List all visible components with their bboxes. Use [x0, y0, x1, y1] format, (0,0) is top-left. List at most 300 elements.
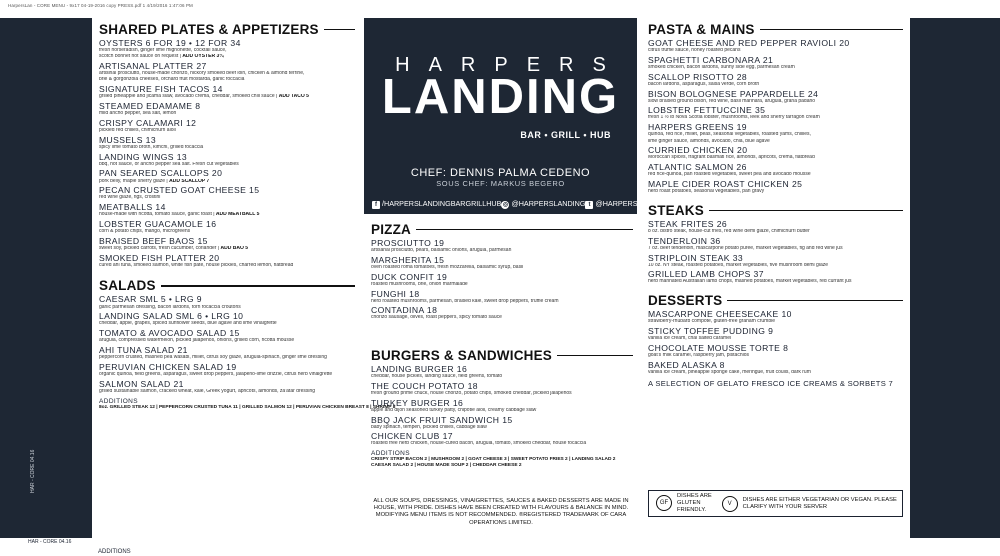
- item-addon: ADD BAO 5: [220, 245, 249, 251]
- menu-item-description: [99, 305, 355, 311]
- item-desc: pork belly, maple sherry glaze |: [99, 178, 168, 184]
- item-price: 14: [212, 84, 223, 95]
- menu-item: [648, 344, 903, 359]
- item-title: AHI TUNA SALAD: [99, 345, 175, 355]
- item-title: BAKED ALASKA: [648, 359, 717, 370]
- section-title: PIZZA: [371, 222, 411, 237]
- menu-item: [371, 432, 633, 447]
- brand-tagline: BAR • GRILL • HUB: [520, 130, 611, 140]
- menu-item-description: [371, 248, 633, 254]
- item-title: CONTADINA: [371, 305, 425, 316]
- item-desc: artisanal prosciutto, pears, balsamic onions, arugula, parmesan: [371, 248, 512, 254]
- item-title: DUCK CONFIT: [371, 271, 434, 282]
- menu-item-name: [99, 203, 355, 212]
- menu-item: [648, 123, 903, 144]
- legend-gluten-text: DISHES ARE GLUTEN FRIENDLY.: [677, 493, 712, 513]
- divider: [727, 300, 903, 302]
- instagram-icon: ◎: [502, 202, 509, 208]
- item-desc-2: scotch bonnet hot sauce on request |: [99, 54, 181, 60]
- item-addon: ADD SCALLOP 7: [169, 178, 210, 184]
- column-middle-pizza: [371, 222, 633, 321]
- menu-item: [99, 62, 355, 83]
- menu-item-description: [371, 265, 633, 271]
- item-title: GRILLED LAMB CHOPS: [648, 269, 751, 280]
- menu-item-description: [371, 315, 633, 321]
- item-title: LANDING WINGS: [99, 151, 174, 162]
- item-title: STICKY TOFFEE PUDDING: [648, 326, 766, 337]
- item-price: 19: [226, 361, 237, 372]
- item-desc: 8 oz. bistro steak, house-cut fries, red wine demi glaze, chimichurri butter: [648, 228, 810, 234]
- item-title: STRIPLOIN STEAK: [648, 252, 730, 263]
- item-desc: baby spinach, tempeh, pickled chilies, cabbage slaw: [371, 424, 487, 430]
- menu-item: [648, 146, 903, 161]
- section-title: DESSERTS: [648, 293, 723, 309]
- social-links: [372, 199, 670, 209]
- item-price: 25: [791, 179, 803, 189]
- salad-additions-title: ADDITIONS: [99, 397, 138, 405]
- item-price: 13: [145, 134, 157, 145]
- menu-item-description: [648, 65, 903, 71]
- bottom-additions: ADDITIONS: [98, 549, 131, 555]
- item-title: TOMATO & AVOCADO SALAD: [99, 328, 227, 339]
- item-title: HARPERS GREENS: [648, 122, 734, 133]
- menu-item: [99, 363, 355, 378]
- house-notice: ALL OUR SOUPS, DRESSINGS, VINAIGRETTES, SAUCES & BAKED DESSERTS ARE MADE IN HOUSE, WITH PRIDE. DISHES HAVE BEEN CREATED WITH FLAVOURS & BALANCE IN MIND. MODIFYING MENU ITEMS IS NOT RECOMMENDED. ®REGISTERED TRADEMARK OF CARA OPERATIONS LIMITED.: [373, 498, 629, 526]
- item-title: BISON BOLOGNESE PAPPARDELLE: [648, 88, 806, 99]
- menu-item-description: [648, 319, 903, 325]
- section-title: SALADS: [99, 278, 156, 294]
- menu-item: [99, 153, 355, 168]
- menu-item-name: [371, 290, 633, 299]
- menu-item-description-2: [648, 139, 903, 145]
- item-title: THE COUCH POTATO: [371, 380, 465, 391]
- item-title: MARGHERITA: [371, 254, 432, 265]
- menu-item-name: [99, 136, 355, 145]
- item-title: SALMON SALAD: [99, 378, 171, 389]
- item-desc: vanilla ice cream, chai salted caramel: [648, 336, 732, 342]
- pasta-list: [648, 39, 903, 195]
- item-price: 13: [176, 151, 188, 162]
- menu-item-name: [648, 123, 903, 132]
- section-title: SHARED PLATES & APPETIZERS: [99, 22, 319, 37]
- item-price: 21: [173, 378, 184, 389]
- menu-item: [99, 380, 355, 395]
- item-price: 18: [409, 288, 420, 299]
- item-desc: 7 oz. beef tenderloin, mascarpone potato puree, market vegetables, fig and red wine jus: [648, 245, 843, 251]
- menu-item-description: [99, 94, 355, 100]
- item-title: STEAMED EDAMAME: [99, 101, 193, 112]
- item-title: ATLANTIC SALMON: [648, 162, 734, 173]
- item-title: LANDING SALAD: [99, 311, 173, 322]
- item-desc: 10 oz. NY steak, roasted potatoes, market vegetables, five mushroom demi glaze: [648, 262, 828, 268]
- menu-item-description: [99, 229, 355, 235]
- item-title: CHICKEN CLUB: [371, 431, 440, 442]
- menu-item-name: [648, 361, 903, 370]
- item-price: 26: [716, 218, 728, 229]
- item-price: 16: [456, 364, 468, 374]
- item-title: LOBSTER GUACAMOLE: [99, 218, 204, 229]
- item-title: PECAN CRUSTED GOAT CHEESE: [99, 185, 247, 196]
- menu-item-description: [99, 145, 355, 151]
- item-title: SIGNATURE FISH TACOS: [99, 84, 210, 95]
- menu-item-description: [99, 338, 355, 344]
- item-price: 21: [762, 54, 774, 65]
- item-price: 10: [781, 309, 792, 320]
- menu-item-description: [99, 195, 355, 201]
- menu-item-name: [648, 310, 903, 319]
- item-title: MAPLE CIDER ROAST CHICKEN: [648, 179, 790, 189]
- column-middle-burgers: [371, 348, 633, 469]
- desserts-list: [648, 310, 903, 375]
- item-title: LOBSTER FETTUCCINE: [648, 105, 753, 116]
- salad-additions: 8oz. GRILLED STEAK 12 | PEPPERCORN CRUSTED TUNA 11 | GRILLED SALMON 12 | PERUVIAN CHICKEN BREAST 8 | SHRIMP 8: [99, 404, 396, 410]
- menu-item-description: [99, 389, 355, 395]
- menu-item: [371, 256, 633, 271]
- item-price: 20: [209, 252, 220, 263]
- menu-item-name: [99, 62, 355, 71]
- item-price: 24: [807, 88, 819, 99]
- item-desc: fresh ground prime chuck, house chorizo, potato chips, smoked cheddar, pickled jalapeños: [371, 390, 572, 396]
- menu-item: [99, 295, 355, 310]
- menu-item: [371, 290, 633, 305]
- burgers-list: [371, 365, 633, 447]
- menu-item-name: [648, 146, 903, 155]
- menu-item-description: [371, 282, 633, 288]
- menu-item-name: [648, 270, 903, 279]
- menu-item-name: [371, 306, 633, 315]
- menu-item: [371, 273, 633, 288]
- menu-item-name: [648, 180, 903, 189]
- menu-item: [99, 169, 355, 184]
- item-price: 20: [839, 38, 850, 48]
- item-desc: oven roasted roma tomatoes, fresh mozzarella, balsamic syrup, basil: [371, 264, 524, 270]
- item-desc: herb roast potatoes, seasonal vegetables, pan gravy: [648, 189, 765, 195]
- menu-item: [648, 327, 903, 342]
- item-price: SML 5 • LRG 9: [139, 294, 202, 305]
- menu-item-description: [99, 111, 355, 117]
- sous-chef-name: SOUS CHEF: MARKUS BEGERO: [436, 179, 565, 188]
- menu-item: [648, 90, 903, 105]
- instagram-link[interactable]: [501, 199, 585, 209]
- item-desc: red wine glaze, figs, crostini: [99, 195, 161, 201]
- item-price: 20: [211, 168, 223, 179]
- menu-item: [99, 136, 355, 151]
- menu-item: [371, 365, 633, 380]
- brand-panel: [364, 18, 670, 214]
- menu-item-description-2: [99, 54, 355, 60]
- menu-item-description: [99, 71, 355, 77]
- menu-item-name: [99, 85, 355, 94]
- item-desc: garlic parmesan dressing, bacon lardons, torn focaccia croutons: [99, 304, 241, 310]
- menu-item: [648, 254, 903, 269]
- salads-list: [99, 295, 355, 394]
- menu-item-description: [371, 408, 633, 414]
- menu-item-description: [371, 391, 633, 397]
- item-price: 16: [206, 218, 217, 229]
- menu-item-name: [99, 312, 355, 321]
- menu-item-name: [648, 106, 903, 115]
- section-pizza-heading: [371, 222, 633, 237]
- menu-item-description: [648, 132, 903, 138]
- divider: [416, 229, 633, 231]
- section-title: PASTA & MAINS: [648, 22, 755, 37]
- item-title: TENDERLOIN: [648, 235, 708, 246]
- menu-item: [99, 312, 355, 327]
- item-desc: quinoa, red rice, millet, peas, seasonal vegetables, roasted yams, chillies,: [648, 132, 811, 138]
- menu-item-description: [99, 263, 355, 269]
- item-price: 21: [177, 345, 188, 355]
- menu-item-description: [648, 370, 903, 376]
- item-price: 15: [197, 235, 208, 246]
- brand-harpers: HARPERS: [395, 54, 625, 76]
- section-title: BURGERS & SANDWICHES: [371, 348, 553, 363]
- item-price: 8: [783, 342, 789, 353]
- menu-item: [99, 102, 355, 117]
- menu-item: [648, 237, 903, 252]
- item-title: MUSSELS: [99, 134, 143, 145]
- menu-item-name: [371, 432, 633, 441]
- item-price: 15: [229, 328, 240, 339]
- menu-item-description: [648, 155, 903, 161]
- item-desc: corn & potato chips, mango, microgreens: [99, 229, 191, 235]
- menu-item-name: [99, 346, 355, 355]
- menu-item-name: [371, 416, 633, 425]
- section-desserts-heading: [648, 293, 903, 308]
- menu-item-name: [99, 295, 355, 304]
- menu-item-name: [648, 90, 903, 99]
- menu-item: [648, 39, 903, 54]
- item-price: 18: [467, 380, 478, 391]
- divider: [557, 355, 633, 357]
- menu-item: [648, 163, 903, 178]
- item-title: FUNGHI: [371, 288, 407, 299]
- item-desc: grilled pineapple and jicama slaw, avocado crema, cheddar, smoked chili sauce |: [99, 94, 278, 100]
- item-desc: fresh 1 ½ lb Nova Scotia lobster, mushrooms, leek and sherry tarragon cream: [648, 115, 820, 121]
- menu-item-name: [99, 254, 355, 263]
- item-desc: sweet soy, pickled carrots, fresh cucumber, coriander |: [99, 245, 220, 251]
- item-title: PROSCIUTTO: [371, 238, 432, 248]
- menu-item-description: [99, 179, 355, 185]
- item-desc: apple and dijon seasoned turkey patty, chipotle aioli, creamy cabbage slaw: [371, 407, 537, 413]
- menu-item-name: [371, 399, 633, 408]
- item-price: 27: [196, 61, 207, 72]
- item-price: 19: [736, 122, 747, 133]
- menu-item-name: [371, 365, 633, 374]
- menu-item: [648, 180, 903, 195]
- menu-item-description: [371, 425, 633, 431]
- item-title: STEAK FRITES: [648, 218, 714, 229]
- menu-item-description: [648, 263, 903, 269]
- pizza-list: [371, 239, 633, 321]
- menu-item: [99, 203, 355, 218]
- menu-item-name: [99, 363, 355, 372]
- menu-item-description: [648, 99, 903, 105]
- item-title: LANDING BURGER: [371, 364, 454, 374]
- item-price: 26: [736, 162, 747, 173]
- legend-veg-text: DISHES ARE EITHER VEGETARIAN OR VEGAN. PLEASE CLARIFY WITH YOUR SERVER: [742, 496, 897, 510]
- item-price: 17: [442, 431, 453, 442]
- item-title: MASCARPONE CHEESECAKE: [648, 309, 779, 320]
- menu-item-name: [648, 344, 903, 353]
- item-addon: ADD TACO 5: [278, 94, 309, 100]
- menu-item-description: [648, 246, 903, 252]
- menu-item-name: [648, 56, 903, 65]
- item-desc: herb marinated Australian lamb chops, mashed potatoes, market vegetables, red currant jus: [648, 279, 852, 285]
- item-title: MEATBALLS: [99, 202, 153, 213]
- menu-item-name: [371, 239, 633, 248]
- menu-item-name: [648, 39, 903, 48]
- menu-item-description: [99, 321, 355, 327]
- right-spine: [910, 18, 1000, 538]
- item-price: 18: [426, 305, 438, 316]
- item-desc: herb roasted mushrooms, parmesan, braised kale, sweet drop peppers, truffle cream: [371, 298, 559, 304]
- item-desc: spicy lime tomato broth, kimchi, grilled focaccia: [99, 144, 204, 150]
- item-desc-2: brie & gorgonzola cheeses, orchard fruit mostarda, garlic foccacia: [99, 77, 245, 83]
- item-desc-2: lime ginger sauce, almonds, avocado, chia, blue agave: [648, 138, 770, 144]
- section-title: STEAKS: [648, 202, 704, 218]
- menu-item: [99, 39, 355, 60]
- menu-item: [371, 382, 633, 397]
- menu-item: [648, 106, 903, 121]
- menu-item: [371, 239, 633, 254]
- item-desc: citrus truffle sauce, honey roasted pecans: [648, 48, 741, 54]
- item-desc: peppercorn crusted, mashed pea wasabi, millet, citrus soy glaze, arugula-spinach, ginger lime dressing: [99, 355, 327, 361]
- menu-item-name: [99, 102, 355, 111]
- divider: [324, 29, 355, 31]
- menu-item-description: [99, 372, 355, 378]
- item-title: GOAT CHEESE AND RED PEPPER RAVIOLI: [648, 38, 837, 48]
- menu-item-description: [99, 246, 355, 252]
- section-shared-heading: [99, 22, 355, 37]
- left-spine: [0, 18, 92, 538]
- menu-item-description: [99, 212, 355, 218]
- section-pasta-heading: [648, 22, 903, 37]
- section-salads-heading: [99, 278, 355, 293]
- item-price: 15: [502, 414, 513, 425]
- item-title: SMOKED FISH PLATTER: [99, 252, 207, 263]
- item-price: 35: [754, 105, 766, 116]
- menu-item-description: [648, 82, 903, 88]
- menu-item-description-2: [99, 77, 355, 83]
- menu-item-name: [648, 163, 903, 172]
- menu-item: [99, 329, 355, 344]
- item-title: PERUVIAN CHICKEN SALAD: [99, 361, 224, 372]
- item-title: PAN SEARED SCALLOPS: [99, 168, 210, 179]
- facebook-handle: /HARPERSLANDINGBARGRILLHUB: [382, 199, 502, 208]
- menu-item-name: [371, 273, 633, 282]
- item-desc: smoked chicken, bacon lardons, sunny side egg, parmesan cream: [648, 64, 795, 70]
- item-addon: ADD OYSTER 3¼: [182, 54, 224, 60]
- item-desc: bacon lardons, asparagus, salsa verde, corn broth: [648, 81, 760, 87]
- steaks-list: [648, 220, 903, 285]
- item-price: 28: [736, 71, 748, 82]
- item-desc: goat's milk caramel, raspberry jam, pistachios: [648, 353, 749, 358]
- item-desc: organic quinoa, field greens, asparagus, sweet drop peppers, jalapeño-lime drizzle, citrus herb vinaigrette: [99, 371, 333, 377]
- print-header: HarpersLan - CORE MENU - 9x17 04-19-2016 copy PRESS.pdf 1 4/19/2016 1:47:06 PM: [8, 3, 193, 8]
- item-price: 6 FOR 19 • 12 FOR 34: [145, 38, 241, 48]
- menu-item: [99, 254, 355, 269]
- item-desc: chorizo sausage, olives, roast peppers, spicy tomato sauce: [371, 315, 502, 321]
- menu-item-name: [648, 254, 903, 263]
- item-price: 8: [719, 359, 725, 370]
- column-right: [648, 22, 903, 388]
- burger-additions-line-1: CRISPY STRIP BACON 2 | MUSHROOM 2 | GOAT CHEESE 3 | SWEET POTATO FRIES 2 | LANDING SALAD 2: [371, 457, 616, 463]
- section-steaks-heading: [648, 203, 903, 218]
- section-burgers-heading: [371, 348, 633, 363]
- item-title: BRAISED BEEF BAOS: [99, 235, 195, 246]
- item-desc: bbq, hot sauce, or ancho pepper sea salt. Fresh cut vegetables: [99, 161, 239, 167]
- item-desc: roasted mushrooms, brie, onion marmalade: [371, 281, 468, 287]
- menu-item: [648, 310, 903, 325]
- item-desc: Moroccan spices, fragrant basmati rice, almonds, apricots, crema, flatbread: [648, 155, 815, 161]
- menu-item-description: [99, 355, 355, 361]
- item-desc: cheddar, apple, grapes, spiced sunflower seeds, blue agave and lime vinaigrette: [99, 321, 277, 327]
- vegetarian-icon: V: [722, 496, 738, 512]
- item-desc: grilled sustainable salmon, cracked wheat, kale, Greek yogurt, apricots, almonds, za'atar dressing: [99, 388, 316, 394]
- legend-veg: [715, 496, 902, 512]
- menu-item-name: [371, 256, 633, 265]
- item-desc: house-made with ricotta, tomato sauce, garlic toast |: [99, 212, 215, 218]
- menu-item-name: [99, 119, 355, 128]
- menu-item: [648, 73, 903, 88]
- menu-item-description: [371, 441, 633, 447]
- menu-item-description: [648, 279, 903, 285]
- twitter-handle: @HARPERSLANDING: [595, 199, 670, 208]
- menu-item: [648, 220, 903, 235]
- facebook-link[interactable]: [372, 199, 501, 209]
- menu-item-description: [99, 48, 355, 54]
- menu-item-description: [648, 189, 903, 195]
- menu-item-name: [99, 220, 355, 229]
- menu-item-description: [648, 336, 903, 342]
- menu-item-name: [648, 73, 903, 82]
- burger-additions-title: ADDITIONS: [371, 450, 410, 458]
- menu-item-description: [371, 374, 633, 380]
- divider: [161, 285, 355, 287]
- menu-item-description: [99, 162, 355, 168]
- menu-item-name: [99, 329, 355, 338]
- item-price: 33: [732, 252, 744, 263]
- menu-item-description: [99, 128, 355, 134]
- menu-item-description: [648, 229, 903, 235]
- menu-item: [99, 85, 355, 100]
- item-price: 19: [436, 271, 448, 282]
- instagram-handle: @HARPERSLANDING: [511, 199, 586, 208]
- menu-item: [648, 56, 903, 71]
- item-desc: roasted free herb chicken, house-cured bacon, arugula, tomato, smoked cheddar, house focaccia: [371, 441, 587, 447]
- item-title: OYSTERS: [99, 38, 143, 48]
- menu-item-name: [99, 237, 355, 246]
- dietary-legend: [648, 490, 903, 517]
- facebook-icon: f: [372, 201, 380, 209]
- brand-landing: LANDING: [381, 70, 620, 124]
- menu-item: [99, 237, 355, 252]
- menu-item-name: [99, 39, 355, 48]
- menu-item: [371, 399, 633, 414]
- chef-name: CHEF: DENNIS PALMA CEDENO: [410, 167, 591, 179]
- menu-item-description: [648, 115, 903, 121]
- menu-item: [648, 270, 903, 285]
- item-price: 15: [249, 185, 260, 196]
- item-desc: cured ahi tuna, smoked salmon, white fish pate, house pickles, charred lemon, flatbread: [99, 262, 294, 268]
- item-desc: arugula, compressed watermelon, pickled jalapeños, onions, grilled corn, ricotta mousse: [99, 338, 295, 344]
- item-title: SPAGHETTI CARBONARA: [648, 54, 761, 65]
- item-title: CAESAR: [99, 294, 137, 305]
- twitter-icon: t: [585, 201, 593, 209]
- menu-item: [371, 416, 633, 431]
- item-desc: slow braised ground bison, red wine, basil marinara, arugula, grana padano: [648, 98, 816, 104]
- item-price: 37: [753, 269, 764, 280]
